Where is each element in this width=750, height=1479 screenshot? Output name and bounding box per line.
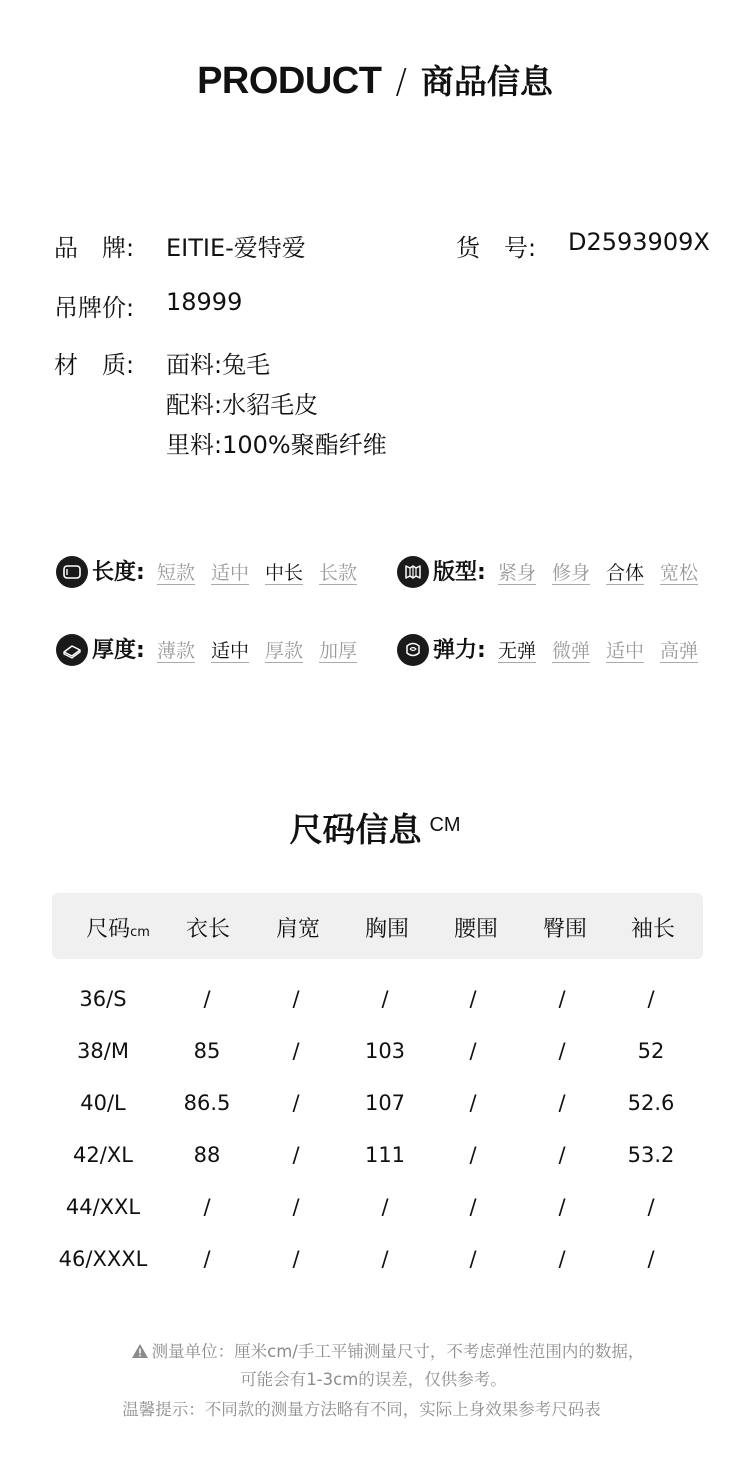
size-title-text: 尺码信息 [289,810,422,849]
table-cell: / [292,987,300,1011]
table-cell: / [292,1195,300,1219]
attr-fit-name: 版型: [433,560,486,585]
table-cell: / [558,1143,566,1167]
length-option: 长款 [319,562,358,584]
table-row [52,1039,703,1075]
elasticity-icon [397,634,429,666]
table-row [52,1091,703,1127]
table-cell: / [647,1195,655,1219]
table-cell: / [203,1195,211,1219]
elasticity-option: 高弹 [660,640,699,662]
thickness-option: 加厚 [319,640,358,662]
table-cell: / [381,987,389,1011]
table-cell: 103 [364,1039,406,1063]
attr-thickness-name: 厚度: [92,638,145,663]
table-cell: / [381,1247,389,1271]
brand-label: 品 牌: [54,234,135,262]
table-cell: / [558,1247,566,1271]
elasticity-option: 微弹 [552,640,591,662]
table-cell: / [469,1195,477,1219]
table-cell: / [469,1039,477,1063]
title-separator: / [395,62,407,102]
thickness-option-selected: 适中 [211,640,250,662]
price-label: 吊牌价: [54,294,135,322]
table-cell: / [558,1091,566,1115]
table-cell: / [203,987,211,1011]
table-cell: / [292,1039,300,1063]
size-label-cell: 38/M [77,1039,129,1063]
attr-fit-options [498,558,698,585]
attr-thickness-options [157,636,357,663]
size-label-cell: 40/L [80,1091,126,1115]
sku-row [456,228,736,262]
size-table-header [52,893,703,959]
fit-option: 宽松 [660,562,699,584]
table-cell: / [469,1143,477,1167]
table-cell: / [558,1195,566,1219]
thickness-option: 厚款 [265,640,304,662]
fit-option-selected: 合体 [606,562,645,584]
attr-length-options [157,558,357,585]
table-cell: / [647,1247,655,1271]
table-cell: / [469,1091,477,1115]
header-waist: 腰围 [453,917,499,942]
table-cell: 88 [193,1143,221,1167]
brand-row [54,228,354,262]
note-line-1: 测量单位：厘米cm/手工平铺测量尺寸，不考虑弹性范围内的数据， [0,1338,750,1362]
title-chinese: 商品信息 [420,62,553,101]
attr-elasticity-name: 弹力: [433,638,486,663]
page-title [0,56,750,103]
length-icon [56,556,88,588]
table-cell: / [292,1143,300,1167]
table-row [52,1143,703,1179]
thickness-icon [56,634,88,666]
table-cell: / [469,987,477,1011]
price-value: 18999 [166,288,243,316]
material-label: 材 质: [54,351,135,379]
table-cell: / [381,1195,389,1219]
table-cell: / [292,1091,300,1115]
header-size: 尺码cm [86,917,150,942]
table-cell: 53.2 [627,1143,675,1167]
material-trim: 配料:水貂毛皮 [166,391,319,419]
table-cell: / [469,1247,477,1271]
header-shoulder: 肩宽 [275,917,321,942]
material-row [54,345,454,465]
table-cell: / [647,987,655,1011]
title-english: PRODUCT [197,60,382,102]
material-fabric: 面料:兔毛 [166,351,271,379]
table-cell: / [292,1247,300,1271]
length-option: 适中 [211,562,250,584]
table-cell: 86.5 [183,1091,231,1115]
elasticity-option: 适中 [606,640,645,662]
size-label-cell: 44/XXL [65,1195,141,1219]
sku-label: 货 号: [456,234,537,262]
fit-option: 紧身 [498,562,537,584]
attr-elasticity-options [498,636,698,663]
attr-length-name: 长度: [92,560,145,585]
table-cell: 52 [637,1039,665,1063]
size-title-unit: CM [429,814,461,836]
length-option: 短款 [157,562,196,584]
fit-icon [397,556,429,588]
thickness-option: 薄款 [157,640,196,662]
header-length: 衣长 [185,917,231,942]
note-line-2: 可能会有1-3cm的误差，仅供参考。 [240,1370,507,1389]
attr-thickness [56,632,376,668]
table-cell: 111 [364,1143,406,1167]
length-option-selected: 中长 [265,562,304,584]
table-cell: 85 [193,1039,221,1063]
sku-value: D2593909X [568,228,710,256]
table-cell: 107 [364,1091,406,1115]
table-cell: / [558,1039,566,1063]
table-cell: / [203,1247,211,1271]
table-row [52,1195,703,1231]
header-sleeve: 袖长 [630,917,676,942]
fit-option: 修身 [552,562,591,584]
elasticity-option-selected: 无弹 [498,640,537,662]
size-label-cell: 42/XL [73,1143,133,1167]
table-cell: 52.6 [627,1091,675,1115]
note-line-3: 温馨提示：不同款的测量方法略有不同，实际上身效果参考尺码表 [122,1400,601,1419]
attr-elasticity [397,632,717,668]
table-row [52,987,703,1023]
header-hip: 臀围 [542,917,588,942]
size-label-cell: 46/XXXL [58,1247,148,1271]
warning-icon [131,1343,149,1359]
price-row [54,288,354,322]
brand-value: EITIE-爱特爱 [166,234,306,262]
table-cell: / [558,987,566,1011]
table-row [52,1247,703,1283]
size-section-title [0,804,750,851]
attr-fit [397,554,717,590]
material-lining: 里料:100%聚酯纤维 [166,431,387,459]
attr-length [56,554,376,590]
size-label-cell: 36/S [79,987,127,1011]
header-chest: 胸围 [364,917,410,942]
